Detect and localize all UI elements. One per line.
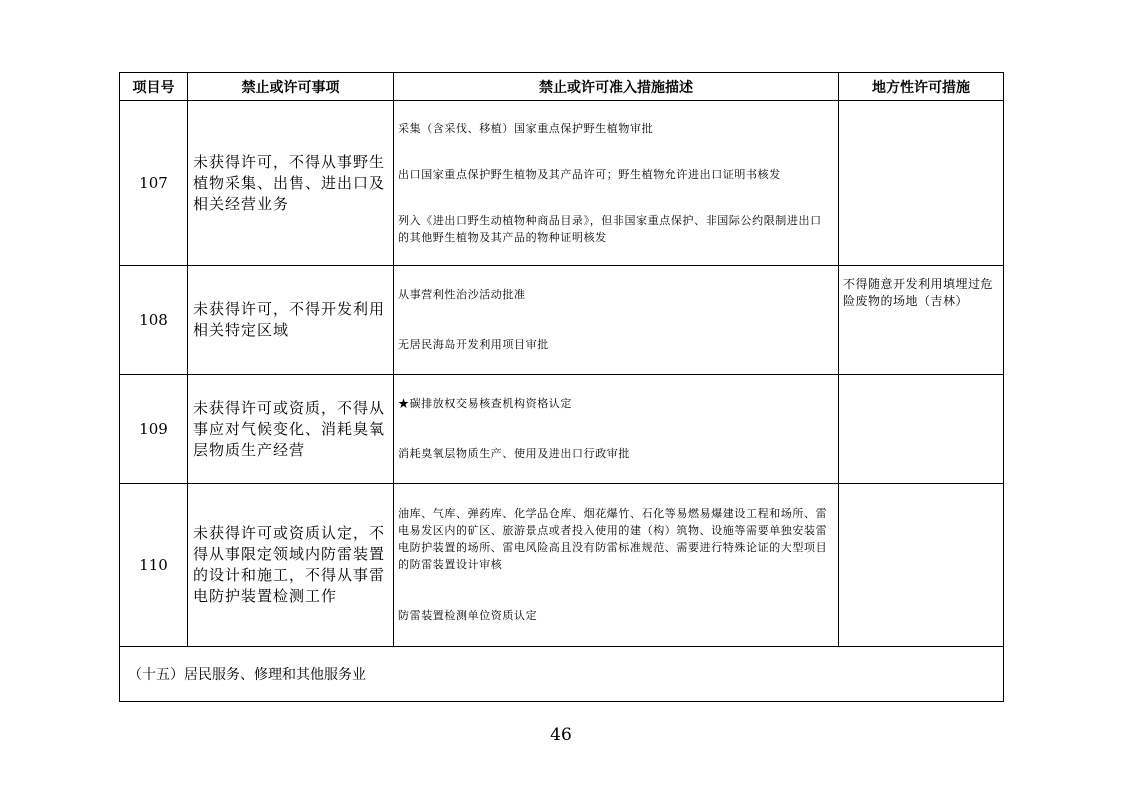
measure-item: 防雷装置检测单位资质认定 [398,609,538,622]
header-local-measures: 地方性许可措施 [839,73,1004,101]
item-number: 108 [120,266,188,375]
local-measure: 不得随意开发利用填埋过危险废物的场地（吉林） [839,266,1004,375]
item-number: 110 [120,484,188,647]
market-access-table [119,72,1004,702]
measure-item: 采集（含采伐、移植）国家重点保护野生植物审批 [398,121,654,135]
local-measure [839,375,1004,484]
measure-item: ★碳排放权交易核查机构资格认定 [398,397,572,411]
header-item-no: 项目号 [120,73,188,101]
item-number: 107 [120,101,188,266]
measures-cell [394,484,839,647]
matter-text: 未获得许可，不得从事野生植物采集、出售、进出口及相关经营业务 [188,101,394,266]
measure-item: 出口国家重点保护野生植物及其产品许可；野生植物允许进出口证明书核发 [398,167,781,181]
item-number: 109 [120,375,188,484]
page-number: 46 [550,725,572,745]
measures-cell [394,266,839,375]
table-row [120,101,1004,266]
table-row [120,266,1004,375]
local-measure [839,484,1004,647]
measure-item: 油库、气库、弹药库、化学品仓库、烟花爆竹、石化等易燃易爆建设工程和场所、雷电易发区内的矿区、旅游景点或者投入使用的建（构）筑物、设施等需要单独安装雷电防护装置的场所、雷电风险高且没有防雷标准规范、需要进行特殊论证的大型项目的防雷装置设计审核 [398,507,828,571]
matter-text: 未获得许可或资质，不得从事应对气候变化、消耗臭氧层物质生产经营 [188,375,394,484]
measure-item: 从事营利性治沙活动批准 [398,288,526,302]
section-row [120,647,1004,702]
measure-item: 无居民海岛开发利用项目审批 [398,337,549,351]
local-measure [839,101,1004,266]
measure-item: 消耗臭氧层物质生产、使用及进出口行政审批 [398,446,630,460]
measures-cell [394,101,839,266]
section-title: （十五）居民服务、修理和其他服务业 [120,647,1004,702]
matter-text: 未获得许可，不得开发利用相关特定区域 [188,266,394,375]
table-row [120,375,1004,484]
matter-text: 未获得许可或资质认定，不得从事限定领域内防雷装置的设计和施工，不得从事雷电防护装置检测工作 [188,484,394,647]
header-row [120,73,1004,101]
measure-item: 列入《进出口野生动植物种商品目录》，但非国家重点保护、非国际公约限制进出口的其他野生植物及其产品的物种证明核发 [398,213,822,244]
table-row [120,484,1004,647]
header-measures: 禁止或许可准入措施描述 [394,73,839,101]
header-matter: 禁止或许可事项 [188,73,394,101]
measures-cell [394,375,839,484]
